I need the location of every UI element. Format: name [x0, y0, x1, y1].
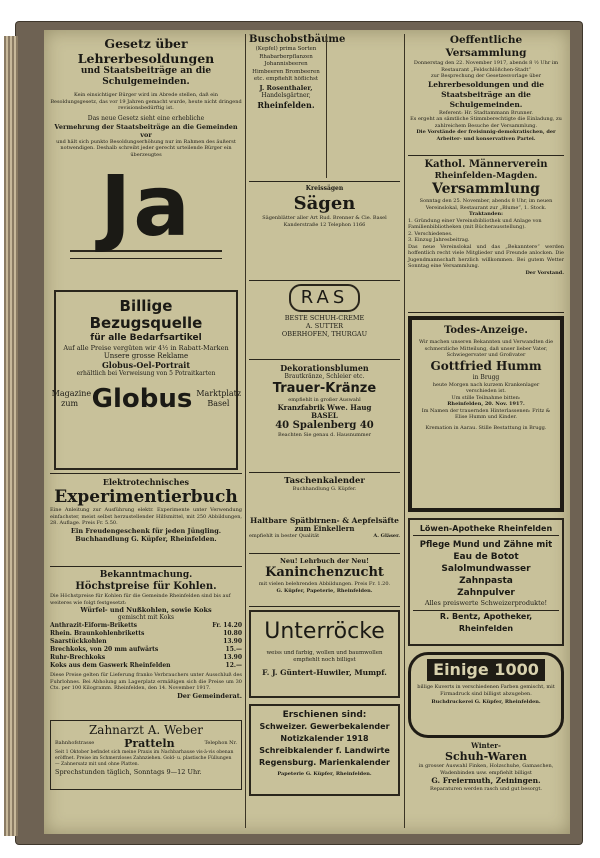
- column-divider: [404, 34, 405, 828]
- rabbit-text: mit vielen belehrenden Abbildungen. Preis Fr. 1.20.: [258, 581, 391, 587]
- law-text: Das neue Gesetz sieht eine erhebliche: [87, 114, 205, 122]
- death-text: Wir machen unseren Bekannten und Verwandten die schmerzliche Mitteilung, daß unser lieber Vater, Schwiegervater und Großvater: [418, 339, 554, 358]
- flowers-ad: [249, 363, 400, 469]
- meeting-ref: Referent: Hr. Stadtammann Brunner.: [439, 109, 533, 116]
- trees-text: (Kepfel) prima Sorten Rhabarberpflanzen Johannisbeeren Himbeeren Brombeeren etc. empfiehlt höflichst: [252, 46, 320, 82]
- bek-title: Bekanntmachung.: [99, 570, 193, 580]
- divider: [408, 155, 564, 156]
- death-text: Um stille Teilnahme bitten:: [451, 394, 521, 401]
- trees-seller: Handelsgärtner,: [261, 91, 311, 99]
- divider: [50, 566, 242, 567]
- column-divider: [245, 34, 246, 828]
- erschienen-item: Schreibkalender f. Landwirte: [259, 746, 390, 755]
- experiment-pre: Elektrotechnisches: [102, 477, 190, 487]
- law-text: Vermehrung der Staatsbeiträge an die Gemeinden vor: [54, 122, 238, 139]
- bek-sign: Der Gemeinderat.: [177, 691, 242, 700]
- bek-heading: Würfel- und Nußkohlen, sowie Koks: [80, 606, 212, 614]
- globus-line: erhältlich bei Verweisung von 5 Potraitkarten: [76, 370, 216, 377]
- fruit-title: Haltbare Spätbirnen- & Aepfelsäfte: [250, 516, 399, 525]
- apo-line: Zahnpulver: [457, 588, 515, 598]
- winter-ad: [408, 742, 564, 808]
- dentist-sub: Bahnhofstrasse: [55, 740, 95, 747]
- dentist-ad: [50, 720, 242, 790]
- dentist-hours: Sprechstunden täglich, Sonntags 9—12 Uhr.: [55, 768, 202, 776]
- rabbit-pre: Neu! Lehrbuch der Neu!: [279, 557, 370, 565]
- price-row: [50, 662, 242, 670]
- bek-heading: gemischt mit Koks: [117, 614, 175, 621]
- trees-seller: J. Rosenthaler,: [259, 83, 313, 92]
- meeting-text: Donnerstag den 22. November 1917, abends 8 ½ Uhr im Restaurant „Feldschlößchen-Stadt“: [413, 60, 559, 73]
- unterroecke-ad: [249, 610, 400, 698]
- globus-line: für alle Bedarfsartikel: [90, 333, 202, 343]
- apo-line: Alles preiswerte Schweizerprodukte!: [424, 599, 548, 607]
- apotheke-ad: [408, 518, 564, 646]
- law-subtitle: und Staatsbeiträge an die Schulgemeinden.: [80, 66, 212, 87]
- ja-headline: Ja: [100, 157, 192, 255]
- divider: [50, 473, 242, 474]
- bek-subtitle: Höchstpreise für Kohlen.: [75, 581, 217, 592]
- experiment-gift: Ein Freudengeschenk für jeden Jüngling.: [70, 526, 222, 535]
- price-value: 15.—: [225, 646, 242, 653]
- fruit-sub: zum Einkellern: [294, 524, 355, 533]
- dentist-text: Seit 1 Oktober befindet sich meine Praxis im Nachbarhause vis-à-vis obenan eröffnet. Preise im Schmerzloses Zahnziehen. Gold- u. plastische Füllungen — Zahnersatz mit und ohne Platten.: [55, 750, 234, 767]
- verein-sign: Der Vorstand.: [525, 269, 564, 276]
- price-row: [50, 638, 242, 646]
- death-title: Todes-Anzeige.: [444, 325, 528, 336]
- experiment-title: Experimentierbuch: [54, 487, 238, 507]
- price-row: [50, 654, 242, 662]
- price-item: Koks aus dem Gaswerk Rheinfelden: [50, 662, 171, 669]
- meeting-ad: [408, 34, 564, 152]
- saw-ad: [249, 185, 400, 277]
- saw-title: Sägen: [293, 193, 356, 214]
- fruit-seller: A. Gläser.: [373, 533, 400, 539]
- death-name: Gottfried Humm: [430, 358, 542, 373]
- price-value: Fr. 14.20: [212, 622, 242, 629]
- calendar-ad: [249, 476, 400, 496]
- middle-top-row: [249, 34, 400, 178]
- meeting-topic: Lehrerbesoldungen und die Staatsbeiträge an die Schulgemeinden.: [427, 79, 545, 109]
- globus-left: Magazine zum: [51, 389, 92, 408]
- trees-town: Rheinfelden.: [257, 99, 315, 110]
- verein-item: 1. Gründung einer Vereinsbibliothek und Anlage von Familienbibliotheken (mit Bücherausstellung).: [408, 217, 542, 230]
- dentist-name: Zahnarzt A. Weber: [88, 723, 204, 737]
- verein-text: Das neue Vereinslokal und das „Bekanntere“ werden hoffentlich recht viele Mitglieder und Freunde anlocken. Die Jugendmannschaft herzlich willkommen. Bei gutem Wetter Sonntag eine Versammlung.: [408, 243, 564, 269]
- death-date: Rheinfelden, 20. Nov. 1917.: [447, 401, 525, 407]
- saw-pre: Kreissägen: [305, 185, 344, 192]
- law-text: Kein einsichtiger Bürger wird im Abrede stellen, daß ein Besoldungsgesetz, das vor 19 Jahren gemacht wurde, heute nicht dringend revisionsbedürftig ist.: [50, 92, 242, 111]
- middle-lower: [249, 516, 400, 796]
- price-value: 10.80: [223, 630, 242, 637]
- einige-shop: Buchdruckerei G. Küpfer, Rheinfelden.: [431, 699, 541, 705]
- price-row: [50, 646, 242, 654]
- newspaper-page: [44, 30, 570, 834]
- erschienen-shop: Papeterie G. Küpfer, Rheinfelden.: [277, 771, 372, 777]
- apo-line: Pflege Mund und Zähne mit: [419, 540, 553, 550]
- divider: [249, 181, 400, 182]
- bekanntmachung: [50, 570, 242, 718]
- apo-title: Löwen-Apotheke Rheinfelden: [413, 523, 559, 536]
- unterroecke-shop: F. J. Güntert-Huwiler, Mumpf.: [262, 668, 387, 677]
- verein-ad: [408, 159, 564, 309]
- globus-ad: [51, 290, 242, 470]
- meeting-title: Oeffentliche Versammlung: [445, 34, 527, 59]
- ras-logo: RAS: [289, 284, 361, 312]
- erschienen-ad: [249, 704, 400, 796]
- winter-note: Reparaturen werden rasch und gut besorgt.: [430, 786, 542, 792]
- verein-text: Sonntag den 25. November, abends 8 Uhr, im neuen Vereinslokal, Restaurant zur „Blume“, 1. Stock.: [419, 198, 553, 211]
- einige-ad: [408, 652, 564, 738]
- price-value: 13.90: [223, 654, 242, 661]
- winter-shop: G. Freiermuth, Zeiningen.: [431, 776, 541, 785]
- winter-title: Schuh-Waren: [445, 750, 527, 763]
- rabbit-title: Kaninchenzucht: [265, 565, 384, 580]
- apo-line: Zahnpasta: [459, 576, 513, 586]
- experiment-shop: Buchhandlung G. Küpfer, Rheinfelden.: [75, 534, 217, 543]
- law-text: und hält sich punkto Besoldungserhöhung nur im Rahmen des äußerst notwendigen. Deshalb schreibt jeder gerecht urteilende Bürger ein überzeugtes: [56, 138, 236, 158]
- winter-pre: Winter-: [471, 741, 501, 750]
- erschienen-item: Schweizer. Gewerbekalender: [259, 722, 390, 731]
- verein-item: 3. Einzug Jahresbeitrag.: [408, 237, 470, 243]
- rabbit-shop: G. Küpfer, Papeterie, Rheinfelden.: [276, 587, 373, 594]
- price-row: [50, 622, 242, 630]
- dentist-town: Pratteln: [124, 737, 175, 750]
- verein-sub: Rheinfelden-Magden.: [434, 171, 538, 181]
- right-column: [408, 34, 564, 830]
- flowers-title: Dekorationsblumen: [280, 363, 369, 373]
- einige-title: Einige 1000: [427, 659, 545, 681]
- globus-line: Bezugsquelle: [89, 314, 203, 332]
- flowers-addr: 40 Spalenberg 40: [275, 419, 374, 431]
- globus-name: Globus: [91, 384, 193, 414]
- globus-line: Billige: [119, 297, 173, 315]
- death-notice: [408, 316, 564, 512]
- price-item: Saarstückkohlen: [50, 638, 107, 645]
- flowers-sub: Brautkränze, Schleier etc.: [284, 373, 365, 380]
- dentist-tel: Telephon Nr.: [204, 740, 237, 747]
- price-item: Brechkoks, von 20 mm aufwärts: [50, 646, 159, 653]
- globus-right: Marktplatz Basel: [196, 389, 242, 408]
- ras-line: A. SUTTER: [305, 322, 344, 330]
- meeting-text: zur Besprechung der Gesetzesvorlage über: [431, 73, 541, 79]
- price-item: Ruhr-Brechkoks: [50, 654, 106, 661]
- apo-line: Eau de Botot: [453, 552, 519, 562]
- flowers-shop: Kranzfabrik Wwe. Haug: [277, 402, 372, 412]
- price-value: 13.90: [223, 638, 242, 645]
- price-item: Rhein. Braunkohlenbriketts: [50, 630, 145, 637]
- calendar-title: Taschenkalender: [284, 476, 365, 486]
- law-ad: [50, 36, 242, 286]
- winter-text: in grosser Auswahl Finken, Holzschuhe, Gamaschen, Wadenbinden usw. empfiehlt billigst: [418, 763, 554, 776]
- apo-sign: R. Bentz, Apotheker, Rheinfelden: [413, 610, 559, 635]
- experiment-text: Eine Anleitung zur Ausführung elektr. Experimente unter Verwendung einfachster, meist selbst herzustellender Hilfsmittel, mit 250 Abbildungen, 28. Auflage. Preis Fr. 5.50.: [50, 507, 242, 526]
- divider: [249, 606, 400, 607]
- verein-big: Versammlung: [432, 181, 540, 197]
- fruit-text: empfiehlt in bester Qualität: [249, 533, 320, 539]
- ras-ad: [249, 284, 400, 356]
- globus-line: Unsere grosse Reklame: [103, 352, 189, 360]
- middle-top-left: [249, 34, 346, 178]
- ras-line: BESTE SCHUH-CREME: [284, 314, 365, 322]
- flowers-town: BASEL: [311, 410, 338, 420]
- meeting-text: Es ergeht an sämtliche Stimmberechtigte die Einladung, zu zahlreichem Besuche der Versammlung.: [410, 116, 562, 129]
- verein-title: Kathol. Männerverein: [424, 159, 548, 170]
- meeting-sign: Die Vorstände der freisinnig-demokratischen, der Arbeiter- und konservativen Partei.: [416, 129, 556, 142]
- divider: [249, 472, 400, 473]
- price-value: 12.—: [225, 662, 242, 669]
- death-text: heute Morgen nach kurzem Krankenlager verschieden ist.: [432, 381, 540, 394]
- left-column: [50, 34, 242, 830]
- fruit-ad: [249, 516, 400, 550]
- experiment-ad: [50, 477, 242, 563]
- divider: [249, 359, 400, 360]
- unterroecke-title: Unterröcke: [264, 619, 385, 644]
- divider: [249, 553, 400, 554]
- erschienen-item: Regensburg. Marienkalender: [259, 758, 390, 767]
- verein-item: Traktanden:: [468, 211, 504, 217]
- bek-text: Diese Preise gelten für Lieferung franko Verbrauchers unter Ausschluß des Fuhrlohnes. Bei Abholung am Lagerplatz ermäßigen sich die Preise um 30 Cts. per 100 Kilogramm. Rheinfelden, den 14. November 1917.: [50, 672, 242, 691]
- death-town: in Brugg: [472, 373, 500, 381]
- erschienen-title: Erschienen sind:: [282, 710, 367, 720]
- price-row: [50, 630, 242, 638]
- rabbit-ad: [249, 557, 400, 603]
- globus-line: Globus-Oel-Portrait: [101, 360, 191, 370]
- bek-intro: Die Höchstpreise für Kohlen für die Gemeinde Rheinfelden sind bis auf weiteres wie folgt festgesetzt:: [50, 593, 231, 606]
- trees-title: Buschobstbäume: [249, 34, 346, 45]
- divider: [408, 312, 564, 313]
- einige-text: billige Kuverts in verschiedenen Farben gemischt, mit Firmadruck sind billigst abzugeben.: [417, 684, 555, 697]
- flowers-note: Beachten Sie genau d. Hausnummer: [278, 431, 371, 438]
- death-note: Kremation in Aarau. Stille Bestattung in Brugg.: [425, 424, 547, 431]
- globus-line: Auf alle Preise vergüten wir 4½ in Rabatt-Marken: [63, 344, 229, 352]
- erschienen-item: Notizkalender 1918: [280, 734, 369, 743]
- death-family: Im Namen der trauernden Hinterlassenen: Fritz & Elise Humm und Kinder.: [421, 407, 551, 420]
- saw-text: Sägenblätter aller Art Rud. Brenner & Cie. Basel Kanderstraße 12 Telephon 1166: [262, 215, 387, 228]
- apo-line: Salolmundwasser: [441, 564, 531, 574]
- flowers-text: empfiehlt in großer Auswahl: [288, 397, 361, 403]
- flowers-big: Trauer-Kränze: [272, 381, 377, 396]
- price-item: Anthrazit-Eiform-Briketts: [50, 622, 137, 629]
- law-title: Gesetz über Lehrerbesoldungen: [77, 36, 215, 66]
- unterroecke-text: weiss und farbig, wollen und baumwollen empfiehlt noch billigst: [266, 650, 383, 663]
- divider: [249, 280, 400, 281]
- calendar-shop: Buchhandlung G. Küpfer.: [292, 486, 357, 492]
- verein-item: 2. Verschiedenes.: [408, 230, 453, 237]
- ras-line: OBERHOFEN, THURGAU: [281, 330, 368, 338]
- price-list: [50, 622, 242, 670]
